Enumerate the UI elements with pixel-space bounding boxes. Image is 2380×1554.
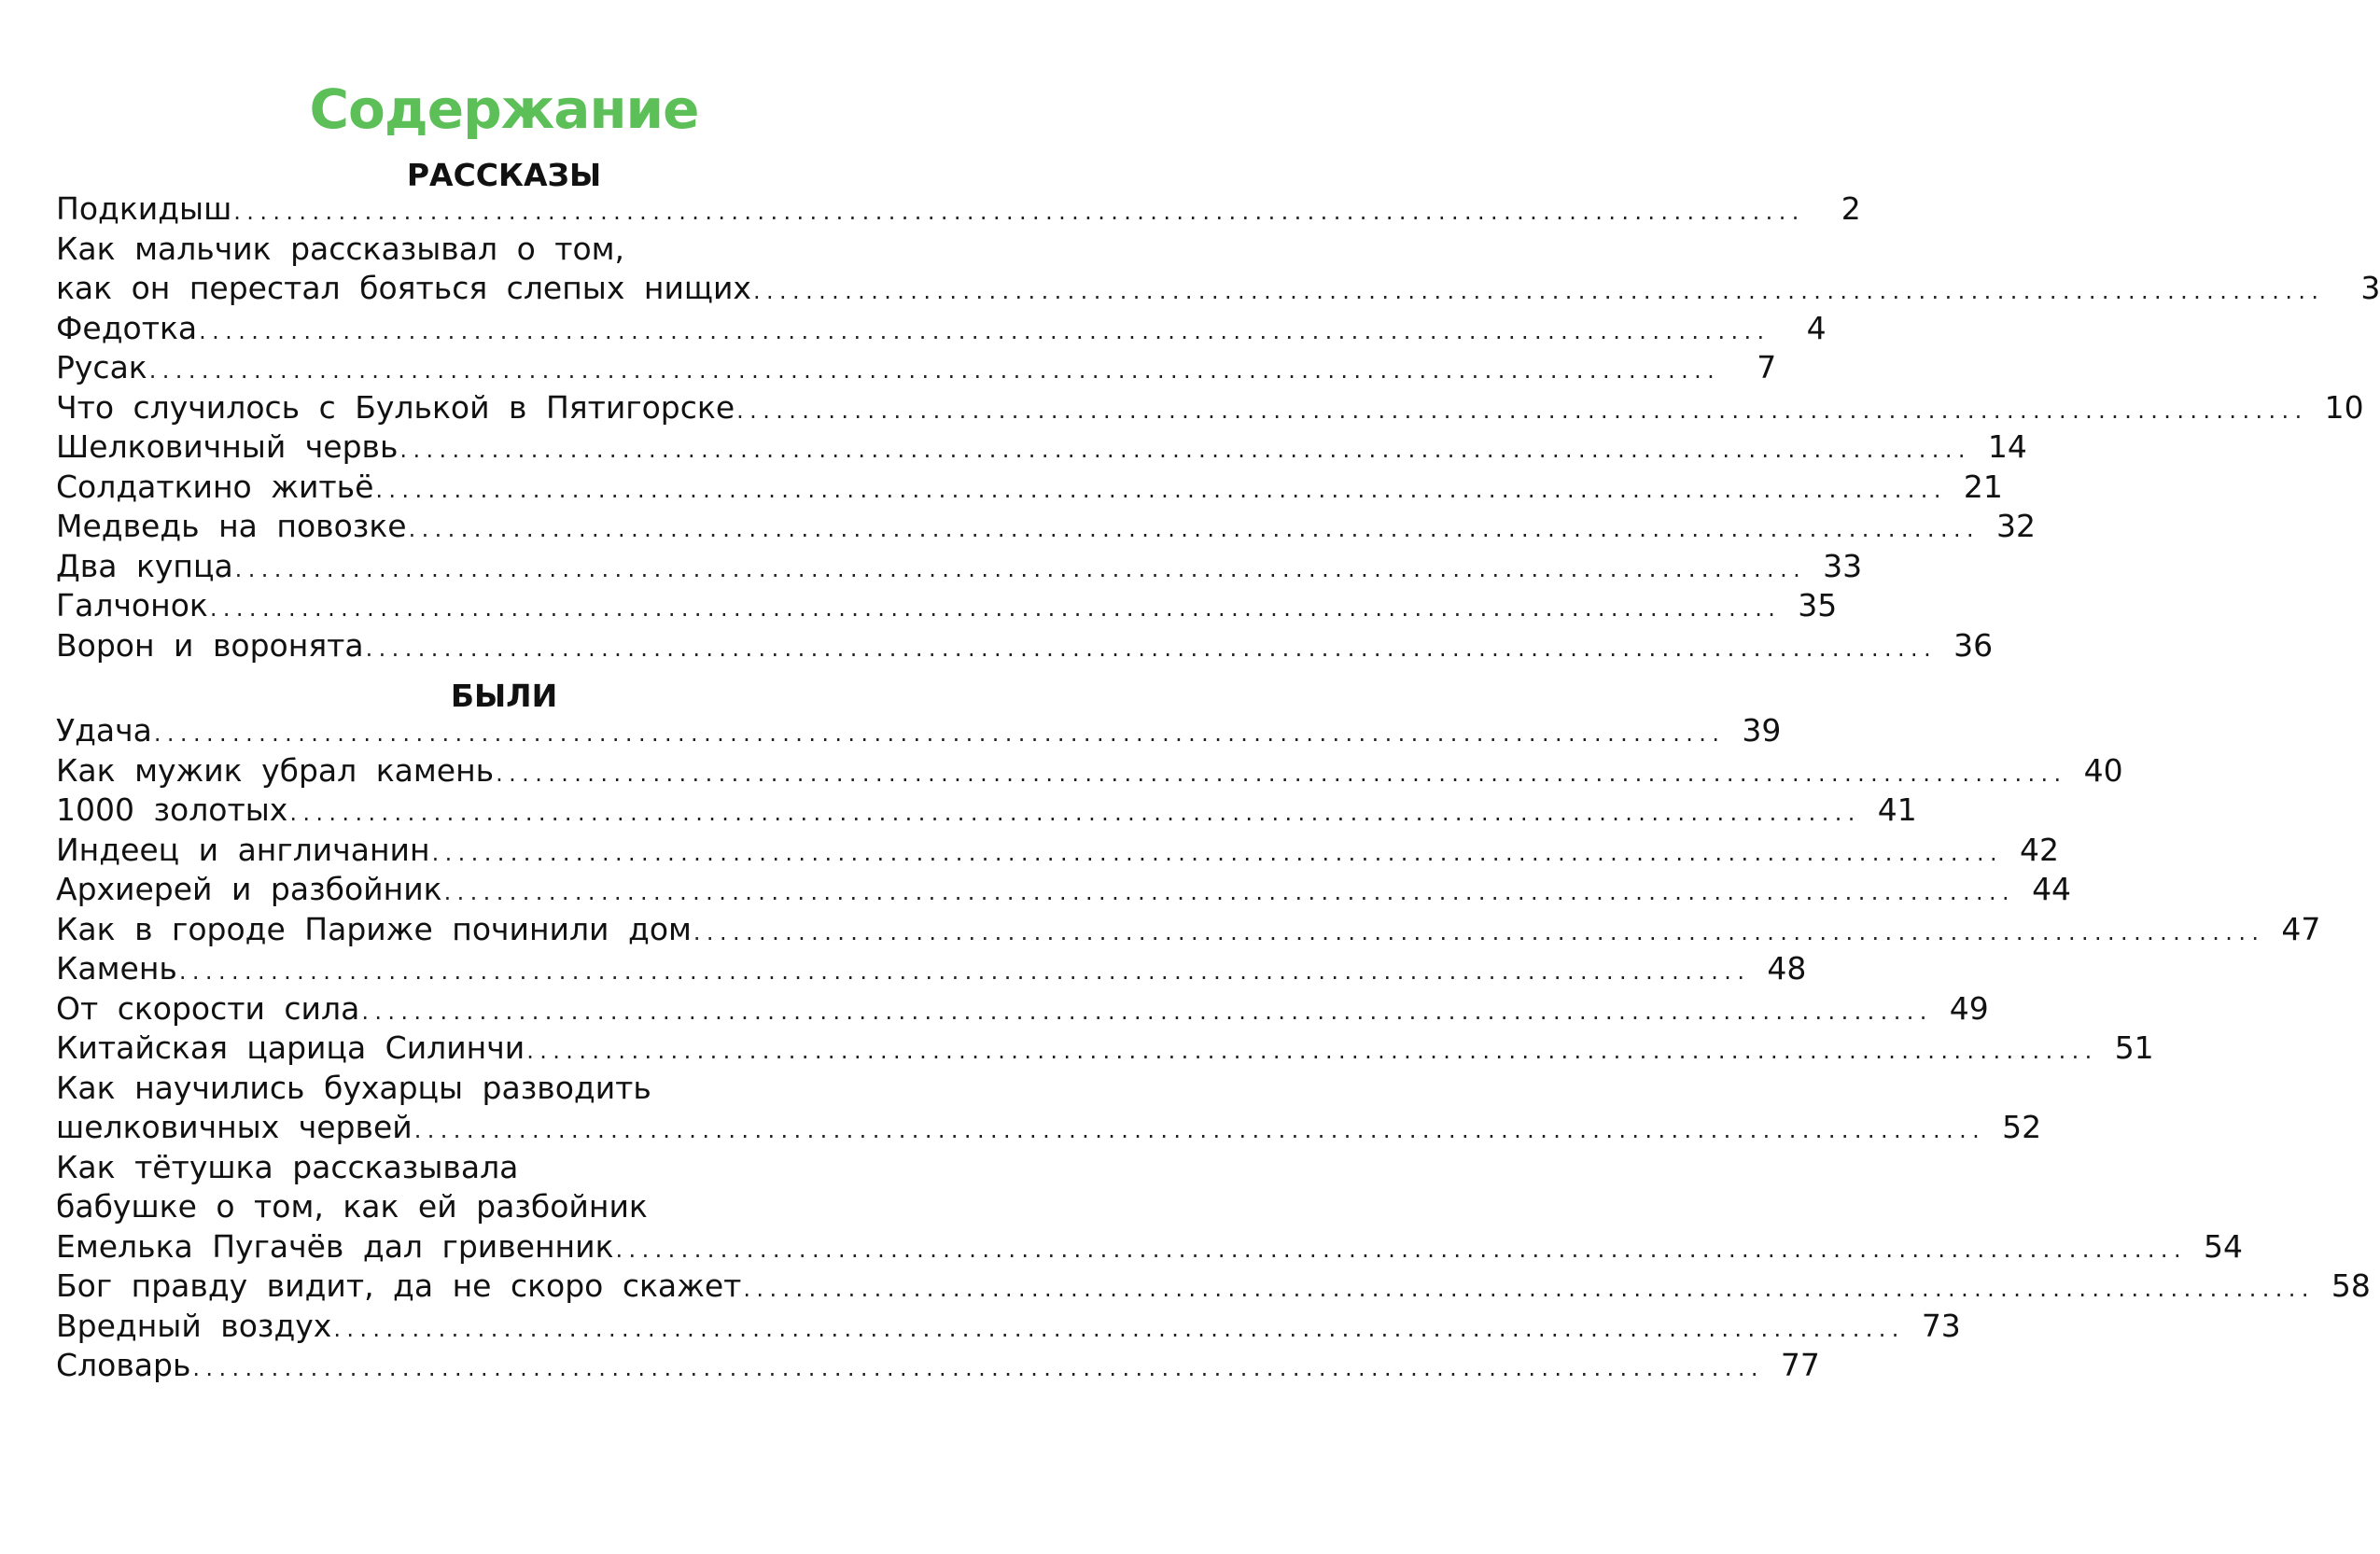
toc-page-number: 36 [1953, 626, 1994, 664]
toc-line [56, 547, 1863, 587]
toc-line [56, 348, 1777, 388]
toc-line [56, 1029, 2154, 1069]
toc-entry [56, 348, 1777, 388]
dot-leader: ........................................................................................................................ [752, 278, 2325, 304]
dot-leader: ........................................................................................................................ [693, 918, 2265, 945]
toc-line [56, 1069, 885, 1109]
dot-leader: ........................................................................................................................ [431, 839, 2004, 866]
toc-page-number: 40 [2083, 751, 2123, 789]
toc-page-number: 21 [1963, 468, 2003, 505]
toc-line [56, 791, 1917, 831]
toc-entry [56, 586, 1838, 626]
dot-leader: ........................................................................................................................ [153, 721, 1726, 747]
dot-leader: ........................................................................................................................ [743, 1276, 2315, 1302]
toc-line [56, 626, 1994, 666]
toc-page-number: 49 [1949, 989, 1989, 1027]
toc-line [56, 189, 1861, 230]
toc-entry-title: Как мальчик рассказывал о том, [56, 230, 626, 270]
toc-page-number: 42 [2020, 831, 2060, 868]
toc-entry [56, 230, 2380, 309]
toc-entry [56, 427, 2027, 468]
toc-entry [56, 1029, 2154, 1069]
dot-leader: ........................................................................................................................ [209, 595, 1782, 622]
dot-leader: ........................................................................................................................ [443, 879, 2016, 905]
toc-line [56, 309, 1827, 349]
toc-line [56, 1148, 885, 1188]
dot-leader: ........................................................................................................................ [234, 555, 1807, 582]
toc-page-number: 10 [2324, 388, 2364, 426]
toc-entry [56, 1148, 2243, 1267]
toc-entry-title: Два купца [56, 547, 235, 587]
toc-line [56, 388, 2364, 428]
toc-page-number: 54 [2203, 1227, 2243, 1265]
toc-line [56, 1346, 1820, 1386]
toc-entry-title: Русак [56, 348, 149, 388]
toc-line [56, 1227, 2243, 1267]
toc-line [56, 586, 1838, 626]
toc-entry-title: Удача [56, 711, 154, 751]
dot-leader: ........................................................................................................................ [233, 199, 1805, 225]
toc-entry [56, 626, 1994, 666]
dot-leader: ........................................................................................................................ [375, 476, 1947, 503]
toc-line [56, 910, 2321, 950]
dot-leader: ........................................................................................................................ [615, 1236, 2187, 1263]
toc-entry-title: Как в городе Париже починили дом [56, 910, 693, 950]
toc-entry-title: Солдаткино житьё [56, 468, 375, 508]
toc-entry [56, 791, 1917, 831]
toc-entry-title: Что случилось с Булькой в Пятигорске [56, 388, 736, 428]
toc-entry-title: Емелька Пугачёв дал гривенник [56, 1227, 616, 1267]
toc-entry-title: Словарь [56, 1346, 192, 1386]
dot-leader: ........................................................................................................................ [192, 1355, 1764, 1381]
toc-entry [56, 468, 2003, 508]
toc-entry-title: шелковичных червей [56, 1108, 414, 1148]
toc-entry [56, 1307, 1961, 1347]
toc-entry-title: Как мужик убрал камень [56, 751, 496, 791]
toc-line [56, 1187, 885, 1227]
toc-page-number: 39 [1742, 712, 1782, 749]
toc-page-number: 44 [2032, 871, 2072, 907]
dot-leader: ........................................................................................................................ [361, 998, 1933, 1025]
toc-entry-title: Китайская царица Силинчи [56, 1029, 526, 1069]
dot-leader: ........................................................................................................................ [526, 1038, 2098, 1064]
toc-line [56, 870, 2072, 910]
dot-leader: ........................................................................................................................ [333, 1315, 1905, 1342]
toc-entry [56, 189, 1861, 230]
toc-page-number: 2 [1841, 190, 1861, 227]
section-heading-byli: БЫЛИ [450, 678, 558, 714]
toc-entry-title: Вредный воздух [56, 1307, 333, 1347]
toc-line [56, 1307, 1961, 1347]
toc-line [56, 989, 1989, 1029]
toc-entry-title: Подкидыш [56, 189, 233, 230]
toc-list-byli [56, 711, 2371, 1386]
toc-page-number: 73 [1921, 1307, 1961, 1344]
toc-entry [56, 1346, 1820, 1386]
toc-entry-title: Федотка [56, 309, 199, 349]
toc-line [56, 269, 2380, 309]
toc-page-number: 3 [2360, 270, 2380, 306]
toc-line [56, 468, 2003, 508]
toc-entry-title: Шелковичный червь [56, 427, 399, 468]
toc-page-number: 33 [1823, 547, 1863, 584]
dot-leader: ........................................................................................................................ [413, 1117, 1986, 1143]
dot-leader: ........................................................................................................................ [736, 397, 2308, 424]
dot-leader: ........................................................................................................................ [399, 437, 1971, 463]
toc-page-number: 58 [2331, 1267, 2371, 1304]
toc-entry-title: Галчонок [56, 586, 210, 626]
toc-line [56, 751, 2123, 791]
toc-entry-title: Как научились бухарцы разводить [56, 1069, 653, 1109]
toc-entry-title: как он перестал бояться слепых нищих [56, 269, 753, 309]
dot-leader: ........................................................................................................................ [496, 760, 2067, 787]
toc-entry [56, 831, 2060, 871]
toc-page-number: 52 [2002, 1109, 2042, 1145]
toc-entry [56, 949, 1807, 989]
toc-entry-title: Медведь на повозке [56, 507, 409, 547]
toc-line [56, 711, 1782, 751]
page-title: Содержание [309, 77, 699, 141]
toc-page-number: 77 [1780, 1347, 1820, 1383]
dot-leader: ........................................................................................................................ [365, 635, 1938, 662]
toc-list-stories [56, 189, 2380, 665]
toc-line [56, 507, 2037, 547]
toc-entry-title: Индеец и англичанин [56, 831, 432, 871]
toc-entry [56, 751, 2123, 791]
toc-page-number: 48 [1767, 950, 1807, 987]
toc-page-number: 14 [1987, 428, 2027, 465]
toc-line [56, 1108, 2042, 1148]
dot-leader: ........................................................................................................................ [289, 800, 1861, 826]
toc-page-number: 32 [1996, 508, 2037, 544]
toc-entry-title: Бог правду видит, да не скоро скажет [56, 1267, 743, 1307]
toc-entry [56, 910, 2321, 950]
toc-entry [56, 309, 1827, 349]
toc-line [56, 427, 2027, 468]
toc-entry-title: От скорости сила [56, 989, 361, 1029]
toc-line [56, 230, 885, 270]
toc-entry [56, 388, 2364, 428]
toc-entry-title: Архиерей и разбойник [56, 870, 444, 910]
toc-entry [56, 1267, 2371, 1307]
toc-page-number: 35 [1798, 587, 1838, 623]
toc-entry-title: Камень [56, 949, 179, 989]
toc-page-number: 41 [1877, 791, 1917, 828]
toc-entry [56, 870, 2072, 910]
toc-entry-title: 1000 золотых [56, 791, 289, 831]
dot-leader: ........................................................................................................................ [199, 317, 1771, 344]
dot-leader: ........................................................................................................................ [408, 516, 1981, 542]
toc-entry [56, 547, 1863, 587]
toc-page-number: 7 [1757, 349, 1777, 385]
toc-entry-title: бабушке о том, как ей разбойник [56, 1187, 650, 1227]
toc-entry-title: Ворон и воронята [56, 626, 366, 666]
dot-leader: ........................................................................................................................ [178, 959, 1751, 985]
toc-entry [56, 989, 1989, 1029]
toc-line [56, 831, 2060, 871]
toc-line [56, 949, 1807, 989]
toc-entry [56, 1069, 2042, 1148]
toc-entry [56, 507, 2037, 547]
toc-page-number: 51 [2114, 1029, 2154, 1066]
toc-entry [56, 711, 1782, 751]
toc-line [56, 1267, 2371, 1307]
toc-page-number: 4 [1806, 309, 1827, 346]
dot-leader: ........................................................................................................................ [148, 357, 1721, 384]
toc-page-number: 47 [2281, 910, 2321, 947]
toc-entry-title: Как тётушка рассказывала [56, 1148, 520, 1188]
section-heading-stories: РАССКАЗЫ [406, 157, 602, 193]
